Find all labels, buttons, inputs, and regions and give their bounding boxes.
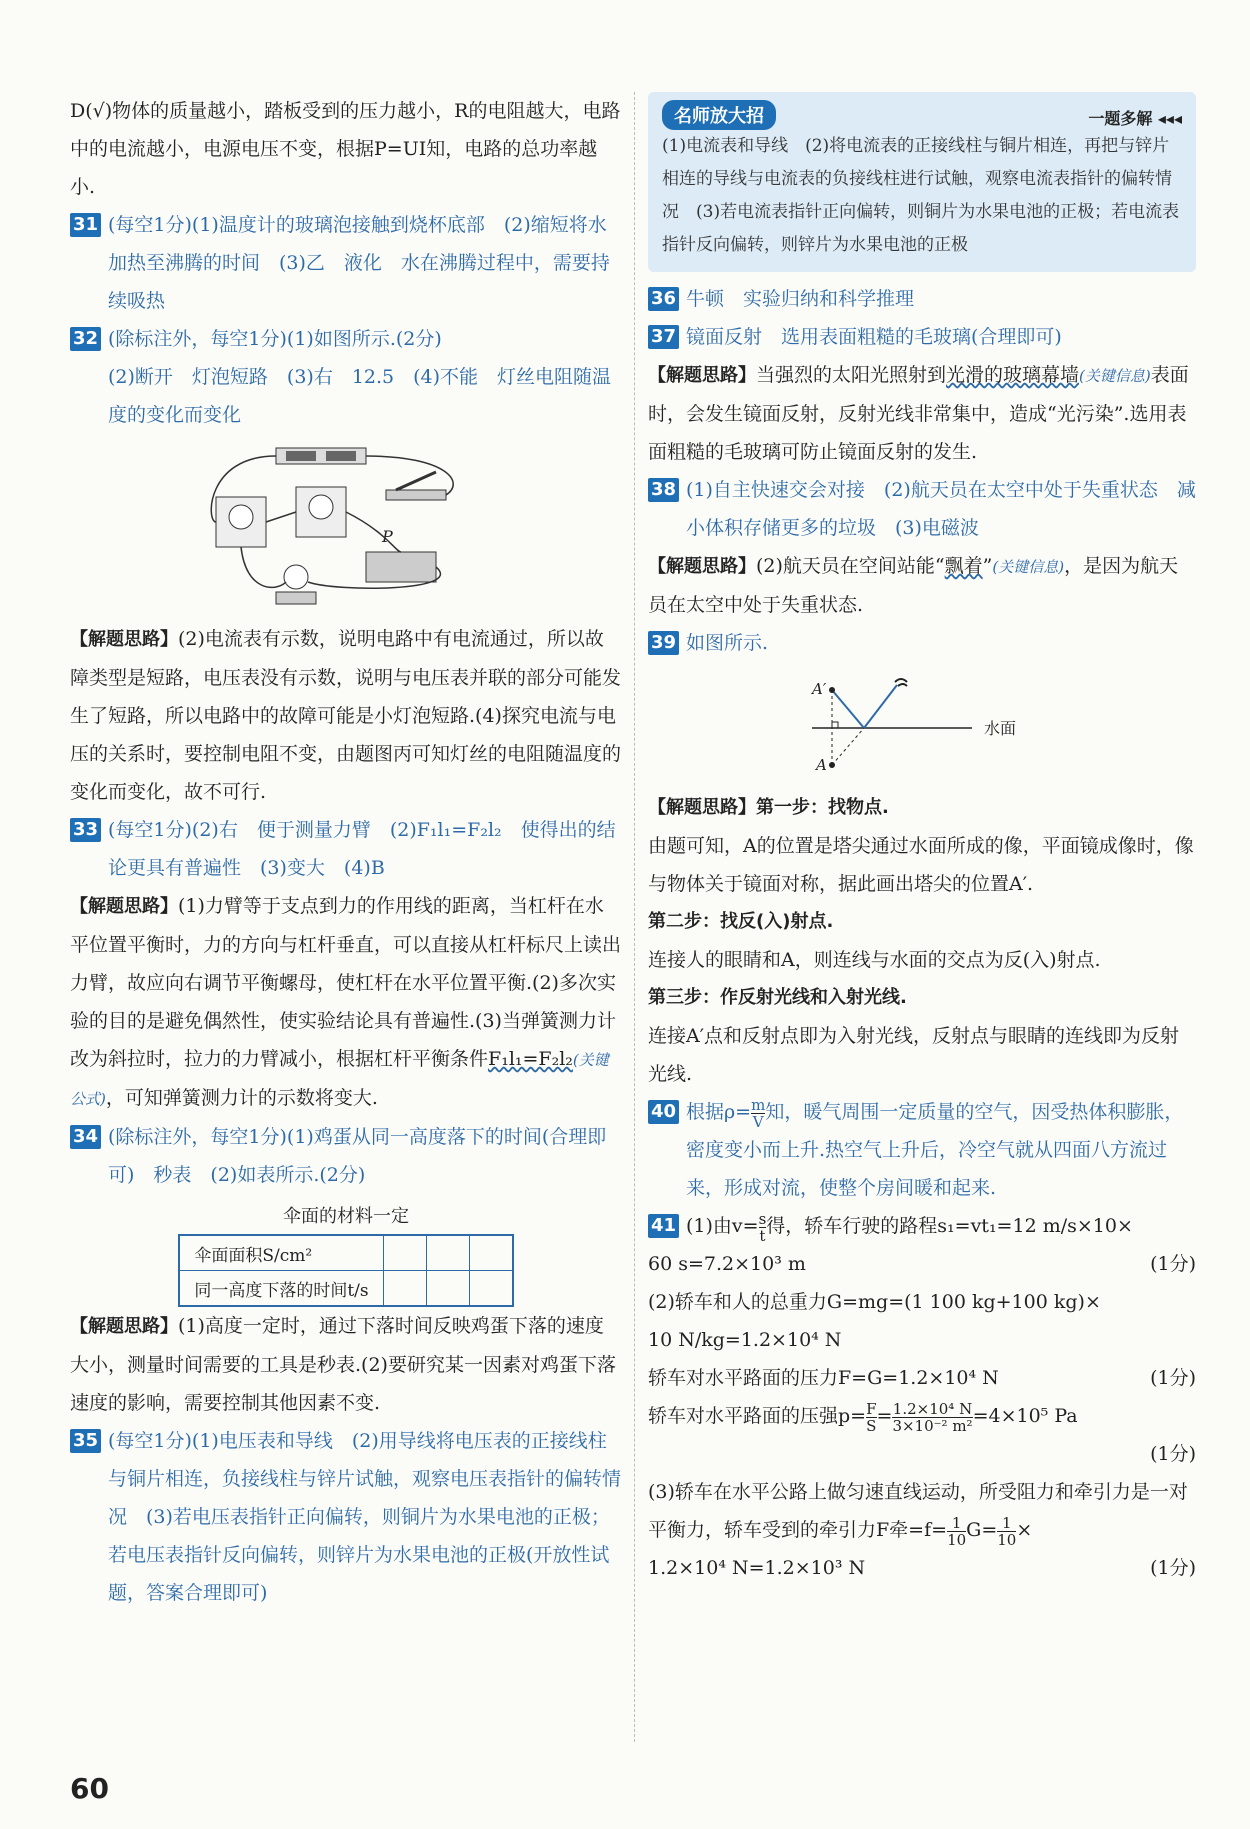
q39-expl3: 连接A′点和反射点即为入射光线，反射点与眼睛的连线即为反射光线. <box>648 1025 1180 1085</box>
q41-frac-1a: 1 <box>951 1513 962 1532</box>
q39-step2-title: 第二步：找反(入)射点. <box>648 911 834 932</box>
q36-number: 36 <box>648 287 679 311</box>
q34 <box>70 1118 622 1194</box>
q37-number: 37 <box>648 325 679 349</box>
q36-answer: 牛顿 实验归纳和科学推理 <box>686 288 915 310</box>
q37-tag: 【解题思路】 <box>648 365 756 386</box>
q33-note: (关键公式) <box>70 1051 609 1108</box>
q32-expl-text: (2)电流表有示数，说明电路中有电流通过，所以故障类型是短路，电压表没有示数，说明与电压表并联的部分可能发生了短路，所以电路中的故障可能是小灯泡短路.(4)探究电流与电压的关系时，要控制电阻不变，由题图丙可知灯丝的电阻随温度的变化而变化，故不可行. <box>70 628 622 803</box>
q38-answer: (1)自主快速交会对接 (2)航天员在太空中处于失重状态 减小体积存储更多的垃圾 (3)电磁波 <box>686 479 1196 539</box>
tip-box-subtitle: 一题多解 ◂◂◂ <box>1088 109 1182 128</box>
q41-l7b: G= <box>966 1519 998 1541</box>
q41-point-3: (1分) <box>1150 1443 1196 1465</box>
right-column <box>648 92 1196 1587</box>
q41-frac-s: s <box>758 1209 767 1228</box>
q33-expl-2: ，可知弹簧测力计的示数将变大. <box>105 1087 378 1109</box>
q41-point-1: (1分) <box>1150 1253 1196 1275</box>
q39-expl1: 由题可知，A的位置是塔尖通过水面所成的像，平面镜成像时，像与物体关于镜面对称，据此画出塔尖的位置A′. <box>648 835 1194 895</box>
q38-expl-3: ，是因为航天员在太空中处于失重状态. <box>648 555 1179 616</box>
label-a-prime: A′ <box>812 680 827 698</box>
table-caption: 伞面的材料一定 <box>283 1206 409 1227</box>
q34-answer: (除标注外，每空1分)(1)鸡蛋从同一高度落下的时间(合理即可) 秒表 (2)如表所示.(2分) <box>108 1126 607 1186</box>
q37-note: (关键信息) <box>1079 367 1151 385</box>
q39-answer: 如图所示. <box>686 632 769 654</box>
q31-answer: (每空1分)(1)温度计的玻璃泡接触到烧杯底部 (2)缩短将水加热至沸腾的时间 (3)乙 液化 水在沸腾过程中，需要持续吸热 <box>108 214 610 312</box>
slider-p-label: P <box>382 527 393 546</box>
q41-frac-s2: S <box>866 1416 877 1435</box>
q41-line8 <box>648 1549 1196 1587</box>
answer-d-continued: D(√)物体的质量越小，踏板受到的压力越小，R的电阻越大，电路中的电流越小，电源电压不变，根据P=UI知，电路的总功率越小. <box>70 100 621 198</box>
q34-number: 34 <box>70 1125 101 1149</box>
q40-frac-num: m <box>751 1095 766 1114</box>
q34-explanation <box>70 1307 622 1422</box>
q41-point-4: (1分) <box>1150 1557 1196 1579</box>
q35-number: 35 <box>70 1429 101 1453</box>
q41 <box>648 1207 1196 1245</box>
q41-equals: = <box>876 1405 893 1427</box>
q37-explanation <box>648 356 1196 471</box>
q37 <box>648 318 1196 356</box>
q33-expl-1: (1)力臂等于支点到力的作用线的距离，当杠杆在水平位置平衡时，力的方向与杠杆垂直，可以直接从杠杆标尺上读出力臂，故应向右调节平衡螺母，使杠杆在水平位置平衡.(2)多次实验的目的是避免偶然性，使实验结论具有普遍性.(3)当弹簧测力计改为斜拉时，拉力的力臂减小，根据杠杆平衡条件 <box>70 895 622 1070</box>
q34-expl-text: (1)高度一定时，通过下落时间反映鸡蛋下落的速度大小，测量时间需要的工具是秒表.(2)要研究某一因素对鸡蛋下落速度的影响，需要控制其他因素不变. <box>70 1315 616 1414</box>
q41-frac-d: 3×10⁻² m² <box>892 1416 973 1435</box>
table-row <box>179 1235 512 1271</box>
q32-explanation <box>70 620 622 811</box>
reflection-diagram <box>792 670 1052 780</box>
q36 <box>648 280 1196 318</box>
q41-number: 41 <box>648 1214 679 1238</box>
column-divider <box>634 92 635 1742</box>
q32-tag: 【解题思路】 <box>70 629 178 650</box>
q41-point-3-line <box>648 1435 1196 1473</box>
q40-answer <box>686 1093 1196 1207</box>
data-table <box>178 1234 513 1307</box>
q41-line7: (3)轿车在水平公路上做匀速直线运动，所受阻力和牵引力是一对平衡力，轿车受到的牵引力F牵=f= $\frac{1}{10}$ G= $\frac{1}{10}$ × <box>648 1481 1188 1549</box>
q38-quote-close: ” <box>982 555 993 577</box>
q38-tag: 【解题思路】 <box>648 556 756 577</box>
q35 <box>70 1422 622 1612</box>
q41-line6 <box>648 1397 1196 1435</box>
q32 <box>70 320 622 434</box>
q34-tag: 【解题思路】 <box>70 1316 178 1337</box>
q38-note: (关键信息) <box>992 558 1065 576</box>
q40-pre: 根据ρ= <box>686 1101 752 1123</box>
tip-box <box>648 92 1196 272</box>
q32-answer-1: (除标注外，每空1分)(1)如图所示.(2分) <box>108 328 442 350</box>
q41-line4: 10 N/kg=1.2×10⁴ N <box>648 1329 842 1351</box>
circuit-diagram <box>186 442 506 612</box>
q37-answer: 镜面反射 选用表面粗糙的毛玻璃(合理即可) <box>686 326 1062 348</box>
q33-number: 33 <box>70 818 101 842</box>
q41-frac-1b: 1 <box>1002 1513 1012 1532</box>
q41-l7: (3)轿车在水平公路上做匀速直线运动，所受阻力和牵引力是一对平衡力，轿车受到的牵引力F牵=f= <box>648 1481 1188 1541</box>
q33-answer: (每空1分)(2)右 便于测量力臂 (2)F₁l₁=F₂l₂ 使得出的结论更具有普遍性 (3)变大 (4)B <box>108 819 616 879</box>
q37-expl-1: 当强烈的太阳光照射到 <box>756 364 947 386</box>
q39 <box>648 624 1196 662</box>
label-water-surface: 水面 <box>984 719 1017 738</box>
q33 <box>70 811 622 887</box>
q41-frac-t: t <box>759 1226 766 1245</box>
q38 <box>648 471 1196 547</box>
q33-tag: 【解题思路】 <box>70 896 178 917</box>
tip-box-title: 名师放大招 <box>662 100 776 130</box>
q41-line3: (2)轿车和人的总重力G=mg=(1 100 kg+100 kg)× <box>648 1291 1101 1313</box>
q38-expl-1: (2)航天员在空间站能“ <box>756 555 945 577</box>
q33-explanation <box>70 887 622 1118</box>
q31-number: 31 <box>70 213 101 237</box>
q41-l6b: =4×10⁵ Pa <box>972 1405 1078 1427</box>
q41-l1a: (1)由v= <box>686 1215 759 1237</box>
q41-line1 <box>686 1207 1196 1245</box>
q40-text: 知，暖气周围一定质量的空气，因受热体积膨胀，密度变小而上升.热空气上升后，冷空气就从四面八方流过来，形成对流，使整个房间暖和起来. <box>686 1101 1184 1199</box>
q40-frac-den: V <box>752 1112 764 1131</box>
q39-number: 39 <box>648 631 679 655</box>
q41-line5 <box>648 1359 1196 1397</box>
q39-step1-title: 第一步：找物点. <box>756 797 889 818</box>
q38-explanation <box>648 547 1196 624</box>
q41-point-2: (1分) <box>1150 1367 1196 1389</box>
q31 <box>70 206 622 320</box>
tip-box-text: (1)电流表和导线 (2)将电流表的正接线柱与铜片相连，再把与锌片相连的导线与电流表的负接线柱进行试触，观察电流表指针的偏转情况 (3)若电流表指针正向偏转，则铜片为水果电池的正极；若电流表指针反向偏转，则锌片为水果电池的正极 <box>662 136 1180 255</box>
q39-step1 <box>648 788 1196 827</box>
left-column <box>70 92 622 1612</box>
q37-key-info: 光滑的玻璃幕墙 <box>946 364 1080 386</box>
q33-key-formula: F₁l₁=F₂l₂ <box>488 1048 573 1070</box>
q41-l2: 60 s=7.2×10³ m <box>648 1253 806 1275</box>
q41-l5: 轿车对水平路面的压力F=G=1.2×10⁴ N <box>648 1367 999 1389</box>
q41-frac-f: F <box>866 1399 877 1418</box>
page-number: 60 <box>70 1772 109 1805</box>
q38-key-info: 飘着 <box>944 555 983 577</box>
q32-answer-2: (2)断开 灯泡短路 (3)右 12.5 (4)不能 灯丝电阻随温度的变化而变化 <box>108 366 612 426</box>
q32-number: 32 <box>70 327 101 351</box>
table-header-area: 伞面面积S/cm² <box>179 1235 383 1271</box>
table-header-time: 同一高度下落的时间t/s <box>179 1271 383 1307</box>
q41-l8: 1.2×10⁴ N=1.2×10³ N <box>648 1557 866 1579</box>
q39-tag: 【解题思路】 <box>648 797 756 818</box>
q38-number: 38 <box>648 478 679 502</box>
q39-step3-title: 第三步：作反射光线和入射光线. <box>648 987 907 1008</box>
table-row <box>179 1271 512 1307</box>
q41-line2 <box>648 1245 1196 1283</box>
q39-expl2: 连接人的眼睛和A，则连线与水面的交点为反(入)射点. <box>648 949 1101 971</box>
q35-answer: (每空1分)(1)电压表和导线 (2)用导线将电压表的正接线柱与铜片相连，负接线柱与锌片试触，观察电压表指针的偏转情况 (3)若电压表指针正向偏转，则铜片为水果电池的正极；若电压表指针反向偏转，则锌片为水果电池的正极(开放性试题，答案合理即可) <box>108 1430 622 1604</box>
label-a: A <box>816 756 827 774</box>
q41-frac-n: 1.2×10⁴ N <box>892 1399 973 1418</box>
q41-l1b: 得，轿车行驶的路程s₁=vt₁=12 m/s×10× <box>766 1215 1133 1237</box>
q41-l6a: 轿车对水平路面的压强p= <box>648 1405 867 1427</box>
q41-frac-10b: 10 <box>997 1530 1017 1549</box>
q37-expl-2: 表面时，会发生镜面反射，反射光线非常集中，造成“光污染”.选用表面粗糙的毛玻璃可防止镜面反射的发生. <box>648 364 1189 463</box>
q41-frac-10a: 10 <box>947 1530 967 1549</box>
q40 <box>648 1093 1196 1207</box>
q40-number: 40 <box>648 1100 679 1124</box>
